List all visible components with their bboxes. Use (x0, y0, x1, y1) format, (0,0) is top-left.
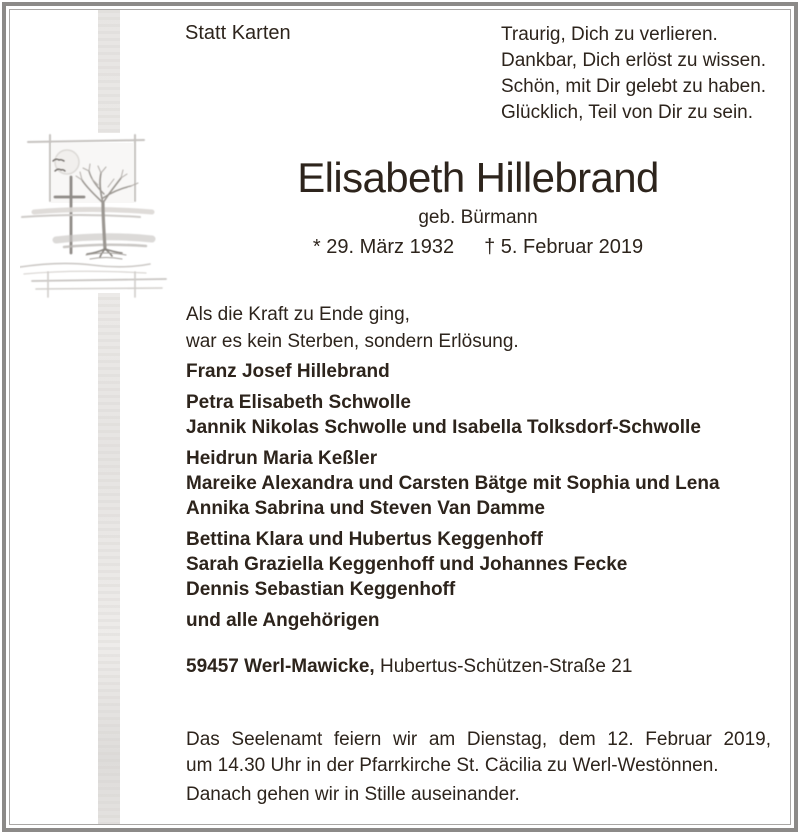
service-info (186, 727, 771, 779)
service-line: Das Seelenamt feiern wir am Dienstag, dem 12. Februar 2019, (186, 729, 771, 750)
mourner-group (186, 527, 770, 602)
mourner-name: Petra Elisabeth Schwolle (186, 392, 411, 413)
mourner-name: Heidrun Maria Keßler (186, 448, 378, 469)
mourner-group (186, 390, 770, 440)
poem-line: Dankbar, Dich erlöst zu wissen. (501, 50, 767, 71)
mourner-name: Mareike Alexandra und Carsten Bätge mit Sophia und Lena (186, 473, 720, 494)
deceased-block (186, 154, 770, 259)
closing-line: Danach gehen wir in Stille auseinander. (186, 784, 520, 805)
intro-line: war es kein Sterben, sondern Erlösung. (186, 331, 519, 352)
mourner-name: Annika Sabrina und Steven Van Damme (186, 498, 545, 519)
life-dates (186, 236, 770, 259)
death-date: † 5. Februar 2019 (484, 236, 644, 259)
deceased-name: Elisabeth Hillebrand (297, 154, 659, 201)
mourner-name: Jannik Nikolas Schwolle und Isabella Tolksdorf-Schwolle (186, 417, 701, 438)
poem-line: Schön, mit Dir gelebt zu haben. (501, 76, 767, 97)
address-city: 59457 Werl-Mawicke, (186, 656, 375, 677)
poem-line: Traurig, Dich zu verlieren. (501, 24, 718, 45)
mourner-group (186, 608, 770, 633)
address-street: Hubertus-Schützen-Straße 21 (374, 656, 633, 677)
mourner-name: und alle Angehörigen (186, 610, 380, 631)
intro-line: Als die Kraft zu Ende ging, (186, 304, 410, 325)
maiden-name: geb. Bürmann (418, 207, 538, 229)
mourner-name: Sarah Graziella Keggenhoff und Johannes Fecke (186, 554, 628, 575)
birth-date: * 29. März 1932 (312, 236, 455, 259)
mourner-name: Franz Josef Hillebrand (186, 361, 390, 382)
address-line (186, 656, 632, 678)
intro-verse (186, 301, 519, 355)
mourner-name: Bettina Klara und Hubertus Keggenhoff (186, 529, 543, 550)
service-line: um 14.30 Uhr in der Pfarrkirche St. Cäcilia zu Werl-Westönnen. (186, 755, 719, 776)
mourners-list (186, 359, 770, 639)
tree-cross-sun-sketch-icon (20, 125, 170, 305)
statt-karten-label: Statt Karten (185, 22, 291, 44)
mourner-name: Dennis Sebastian Keggenhoff (186, 579, 456, 600)
mourner-group (186, 359, 770, 384)
memorial-poem (501, 22, 766, 126)
mourner-group (186, 446, 770, 521)
poem-line: Glücklich, Teil von Dir zu sein. (501, 102, 754, 123)
